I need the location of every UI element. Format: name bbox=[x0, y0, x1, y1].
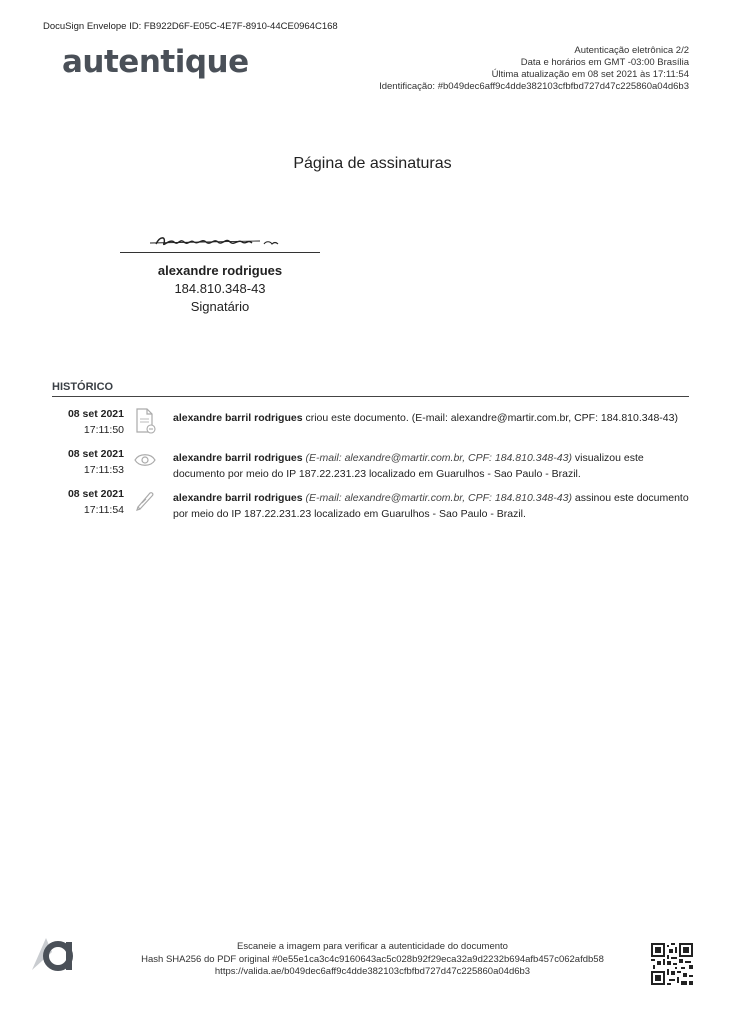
event-date: 08 set 2021 bbox=[67, 408, 124, 420]
pdf-hash: Hash SHA256 do PDF original #0e55e1ca3c4c9160643ac5c028b92f29eca32a9d2232b694afb457c062afdb58 bbox=[141, 953, 604, 965]
autentique-logo: autentique bbox=[62, 44, 249, 80]
meta-last-update: Última atualização em 08 set 2021 às 17:11:54 bbox=[491, 69, 689, 80]
event-actor: alexandre barril rodrigues bbox=[173, 412, 303, 424]
event-description bbox=[173, 490, 693, 522]
scan-instruction: Escaneie a imagem para verificar a autenticidade do documento bbox=[237, 941, 508, 952]
handwritten-signature bbox=[120, 230, 320, 252]
event-description bbox=[173, 410, 693, 426]
meta-page-info: Autenticação eletrônica 2/2 bbox=[574, 45, 689, 56]
event-contact: (E-mail: alexandre@martir.com.br, CPF: 184.810.348-43) bbox=[302, 452, 572, 464]
event-time: 17:11:50 bbox=[83, 424, 124, 436]
eye-icon bbox=[134, 450, 156, 476]
history-title: HISTÓRICO bbox=[52, 381, 114, 393]
event-actor: alexandre barril rodrigues bbox=[173, 492, 303, 504]
event-time: 17:11:54 bbox=[83, 504, 124, 516]
signature-block bbox=[120, 230, 320, 314]
pen-icon bbox=[134, 489, 156, 515]
meta-identification: Identificação: #b049dec6aff9c4dde382103cfbfbd727d47c225860a04d6b3 bbox=[379, 81, 689, 92]
document-meta bbox=[379, 45, 689, 93]
event-action: criou este documento. (E-mail: alexandre@martir.com.br, CPF: 184.810.348-43) bbox=[302, 412, 678, 424]
envelope-id: DocuSign Envelope ID: FB922D6F-E05C-4E7F-8910-44CE0964C168 bbox=[43, 21, 338, 32]
signature-line bbox=[120, 252, 320, 253]
signer-name: alexandre rodrigues bbox=[157, 263, 283, 278]
history-event bbox=[52, 486, 692, 522]
event-date: 08 set 2021 bbox=[67, 448, 124, 460]
event-action: assinou este documento por meio do IP 187.22.231.23 localizado em Guarulhos - Sao Paulo - Brazil. bbox=[173, 492, 689, 520]
qr-code bbox=[651, 943, 693, 985]
validation-link[interactable]: https://valida.ae/b049dec6aff9c4dde382103cfbfbd727d47c225860a04d6b3 bbox=[214, 966, 531, 977]
event-datetime bbox=[52, 486, 124, 518]
signer-role: Signatário bbox=[190, 299, 250, 314]
meta-timezone: Data e horários em GMT -03:00 Brasília bbox=[520, 57, 689, 68]
history-divider bbox=[52, 396, 689, 397]
page-title: Página de assinaturas bbox=[293, 155, 452, 172]
event-date: 08 set 2021 bbox=[67, 488, 124, 500]
event-description bbox=[173, 450, 693, 482]
document-icon bbox=[134, 408, 156, 434]
verification-footer bbox=[0, 941, 745, 979]
event-action: visualizou este documento por meio do IP 187.22.231.23 localizado em Guarulhos - Sao Paulo - Brazil. bbox=[173, 452, 644, 480]
event-datetime bbox=[52, 446, 124, 478]
event-datetime bbox=[52, 406, 124, 438]
event-time: 17:11:53 bbox=[83, 464, 124, 476]
event-actor: alexandre barril rodrigues bbox=[173, 452, 303, 464]
event-contact: (E-mail: alexandre@martir.com.br, CPF: 184.810.348-43) bbox=[302, 492, 572, 504]
history-event bbox=[52, 406, 692, 440]
signer-cpf: 184.810.348-43 bbox=[174, 281, 266, 296]
history-event bbox=[52, 446, 692, 482]
